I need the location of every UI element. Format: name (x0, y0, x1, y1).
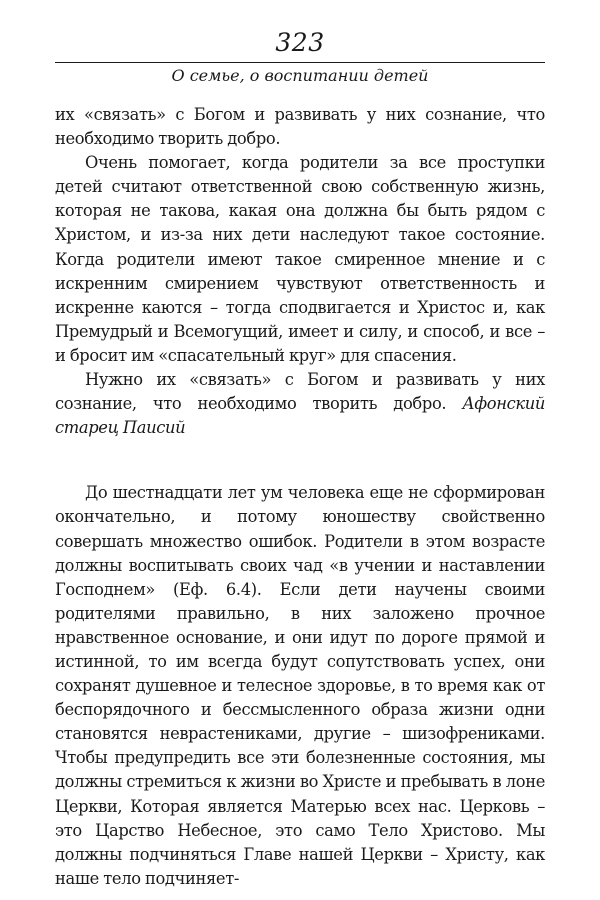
paragraph-youth: До шестнадцати лет ум человека еще не сформирован окончательно, и потому юношеству свойственно совершать множество ошибок. Родители в этом возрасте должны воспитывать своих чад «в учении и наставлении Господнем» (Еф. 6.4). Если дети научены своими родителями правильно, в них заложено прочное нравственное основание, и они идут по дороге прямой и истинной, то им всегда будут сопутствовать успех, они сохранят душевное и телесное здоровье, в то время как от беспорядочного и бессмысленного образа жизни одни становятся неврастениками, другие – шизофрениками. Чтобы предупредить все эти болезненные состояния, мы должны стремиться к жизни во Христе и пребывать в лоне Церкви, Которая является Матерью всех нас. Церковь – это Царство Небесное, это само Тело Христово. Мы должны подчиняться Главе нашей Церкви – Христу, как наше тело подчиняет- (55, 483, 545, 888)
section-gap (55, 440, 545, 481)
quote-author: Афонский старец Паисий (55, 394, 545, 438)
page-number: 323 (275, 28, 325, 57)
running-title: О семье, о воспитании детей (171, 66, 429, 85)
paragraph-continuation: их «связать» с Богом и развивать у них сознание, что необходимо творить добро. (55, 105, 545, 149)
paragraph-parents-responsibility: Очень помогает, когда родители за все проступки детей считают ответственной свою собственную жизнь, которая не такова, какая она должна бы быть рядом с Христом, и из-за них дети наследуют такое состояние. Когда родители имеют такое смиренное мнение и с искренним смирением чувствуют ответственность и искренне каются – тогда сподвигается и Христос и, как Премудрый и Всемогущий, имеет и силу, и способ, и все – и бросит им «спасательный круг» для спасения. (55, 153, 545, 365)
header-rule (55, 62, 545, 63)
page-text (55, 103, 545, 891)
paragraph-quote (55, 368, 545, 440)
quote-text: Нужно их «связать» с Богом и развивать у них сознание, что необходимо творить добро. (55, 370, 545, 414)
book-page (55, 28, 545, 891)
